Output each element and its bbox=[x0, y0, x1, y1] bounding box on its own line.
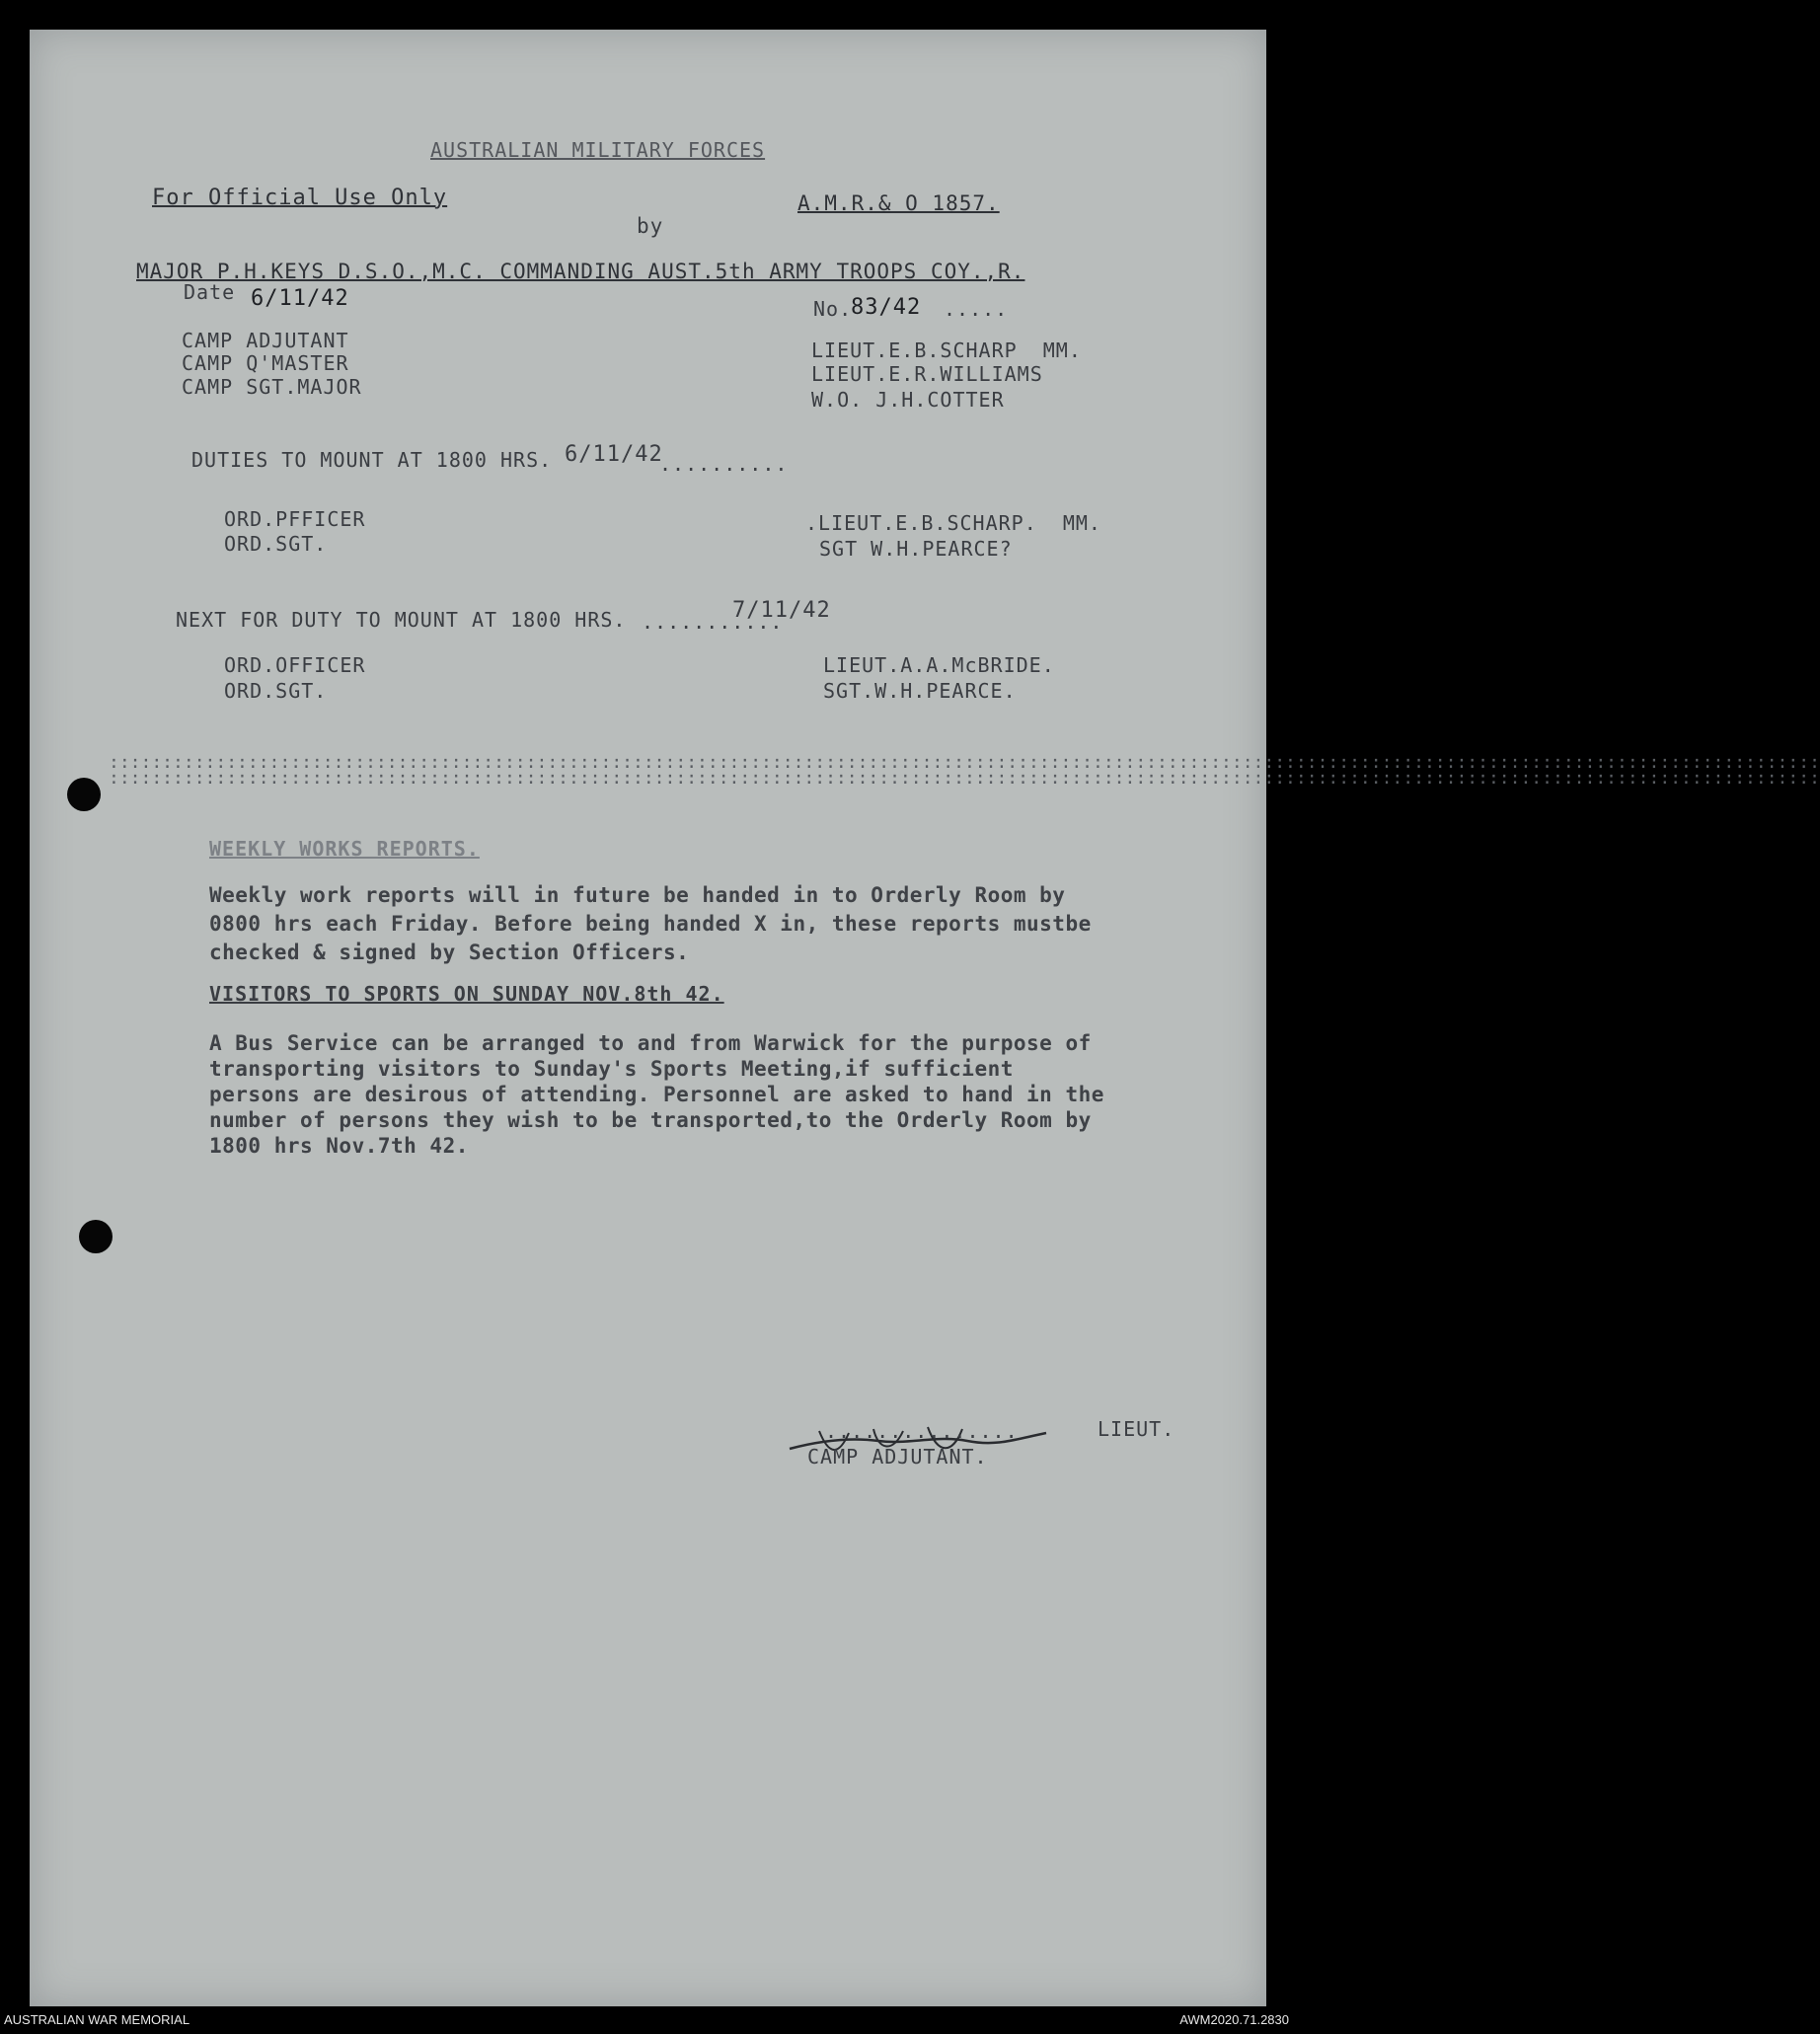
visitors-line: 1800 hrs Nov.7th 42. bbox=[209, 1134, 469, 1158]
appointment-role: CAMP ADJUTANT bbox=[182, 329, 349, 352]
order-reference: A.M.R.& O 1857. bbox=[797, 191, 1000, 215]
duty-officer-label: ORD.PFFICER bbox=[224, 507, 366, 531]
duty-sgt-name: SGT W.H.PEARCE? bbox=[819, 537, 1013, 561]
by-label: by bbox=[637, 214, 664, 238]
punch-hole-top bbox=[67, 778, 101, 811]
number-trail: ..... bbox=[944, 297, 1009, 321]
commander-line: MAJOR P.H.KEYS D.S.O.,M.C. COMMANDING AUST.5th ARMY TROOPS COY.,R. bbox=[136, 260, 1025, 283]
document-page bbox=[30, 30, 1820, 2006]
appointment-role: CAMP SGT.MAJOR bbox=[182, 375, 362, 399]
appointment-name: W.O. J.H.COTTER bbox=[811, 388, 1005, 412]
next-officer-name: LIEUT.A.A.McBRIDE. bbox=[823, 653, 1055, 677]
duty-sgt-label: ORD.SGT. bbox=[224, 532, 328, 556]
next-duty-heading: NEXT FOR DUTY TO MOUNT AT 1800 HRS. bbox=[176, 608, 627, 632]
weekly-line: checked & signed by Section Officers. bbox=[209, 941, 690, 964]
weekly-line: Weekly work reports will in future be handed in to Orderly Room by bbox=[209, 883, 1066, 907]
appointment-role: CAMP Q'MASTER bbox=[182, 351, 349, 375]
visitors-line: transporting visitors to Sunday's Sports Meeting,if sufficient bbox=[209, 1057, 1014, 1081]
next-sgt-label: ORD.SGT. bbox=[224, 679, 328, 703]
date-label: Date bbox=[184, 280, 236, 304]
next-sgt-name: SGT.W.H.PEARCE. bbox=[823, 679, 1017, 703]
footer-left: AUSTRALIAN WAR MEMORIAL bbox=[4, 2012, 190, 2027]
weekly-heading: WEEKLY WORKS REPORTS. bbox=[209, 837, 480, 861]
visitors-line: number of persons they wish to be transported,to the Orderly Room by bbox=[209, 1108, 1092, 1132]
duties-heading: DUTIES TO MOUNT AT 1800 HRS. bbox=[191, 448, 553, 472]
next-duty-dot-leader: ........... bbox=[642, 610, 784, 634]
duties-date: 6/11/42 bbox=[565, 442, 663, 467]
separator-line: :::::::::::::::::::::::::::::::::::::::::::::::::::::::::::::::::::::::::::::::::::::::::::::::::::::::::::::::::::::::::::::::::::::::::::::::::::::::::::::::: bbox=[109, 752, 1820, 773]
visitors-line: persons are desirous of attending. Personnel are asked to hand in the bbox=[209, 1083, 1104, 1106]
document-title: AUSTRALIAN MILITARY FORCES bbox=[430, 138, 766, 162]
appointment-name: LIEUT.E.R.WILLIAMS bbox=[811, 362, 1043, 386]
weekly-line: 0800 hrs each Friday. Before being handed X in, these reports mustbe bbox=[209, 912, 1092, 936]
duty-officer-name: .LIEUT.E.B.SCHARP. MM. bbox=[805, 511, 1101, 535]
next-officer-label: ORD.OFFICER bbox=[224, 653, 366, 677]
next-duty-date: 7/11/42 bbox=[732, 598, 831, 623]
signature-rank: LIEUT. bbox=[1098, 1417, 1175, 1441]
number-label: No. bbox=[813, 297, 853, 321]
number-value: 83/42 bbox=[851, 295, 922, 320]
signature-title: CAMP ADJUTANT. bbox=[807, 1445, 988, 1469]
punch-hole-bottom bbox=[79, 1220, 113, 1253]
appointment-name: LIEUT.E.B.SCHARP MM. bbox=[811, 339, 1082, 362]
visitors-heading: VISITORS TO SPORTS ON SUNDAY NOV.8th 42. bbox=[209, 982, 724, 1006]
duties-dot-leader: .......... bbox=[659, 452, 789, 476]
official-use-label: For Official Use Only bbox=[152, 186, 448, 210]
separator-line: :::::::::::::::::::::::::::::::::::::::::::::::::::::::::::::::::::::::::::::::::::::::::::::::::::::::::::::::::::::::::::::::::::::::::::::::::::::::::::::::: bbox=[109, 768, 1820, 789]
signature-dots: ............... bbox=[825, 1419, 1019, 1443]
visitors-line: A Bus Service can be arranged to and from Warwick for the purpose of bbox=[209, 1031, 1092, 1055]
date-value: 6/11/42 bbox=[251, 286, 349, 311]
footer-right: AWM2020.71.2830 bbox=[1179, 2012, 1289, 2027]
